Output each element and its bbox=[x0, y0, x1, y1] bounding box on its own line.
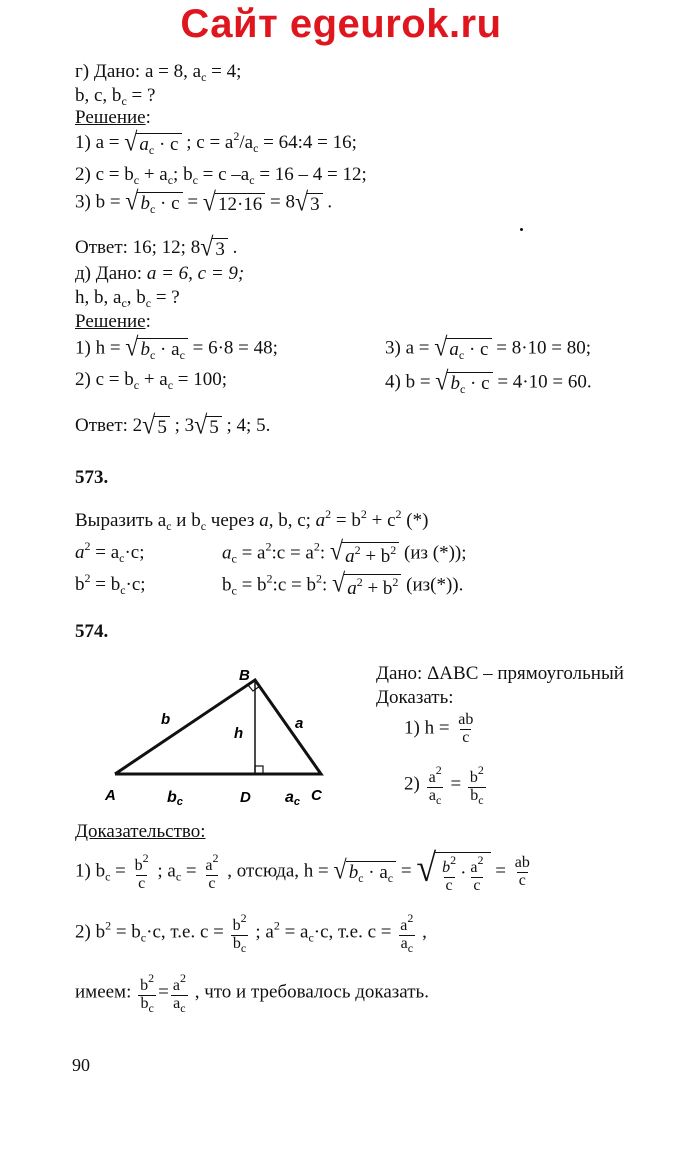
g-find: b, c, $b_c$ = ? bbox=[75, 85, 156, 108]
label-side-b: b bbox=[161, 711, 171, 728]
label-A: A bbox=[105, 787, 116, 804]
d-given: д) Дано: a = 6, c = 9; bbox=[75, 263, 245, 284]
stray-dot bbox=[520, 228, 523, 231]
d-step-3: 3) a = √ $a_c \cdot c$ = 8·10 = 80; bbox=[385, 333, 592, 363]
label-B: B bbox=[239, 667, 250, 684]
proof-heading: Доказательство: bbox=[75, 821, 206, 842]
g-solution-heading: Решение: bbox=[75, 107, 151, 128]
label-D: D bbox=[240, 789, 251, 806]
p573-line-2-left: $a^2 = a_c\cdot c$; bbox=[75, 539, 145, 565]
proof-line-2: 2) $b^2 = b_c\cdot c$, т.е. c = $\frac{b^2}{b_c}$ ; $a^2 = a_c\cdot c$, т.е. c = $\frac{a^2}{a_c}$ , bbox=[75, 911, 427, 955]
triangle-figure bbox=[95, 660, 355, 820]
p573-line-3-left: $b^2 = b_c\cdot c$; bbox=[75, 571, 146, 597]
proof-line-3: имеем: $\frac{b^2}{b_c}$ = $\frac{a^2}{a_c}$ , что и требовалось доказать. bbox=[75, 971, 429, 1015]
triangle-outline bbox=[115, 680, 321, 774]
d-solution-heading: Решение: bbox=[75, 311, 151, 332]
label-bc: bc bbox=[167, 789, 183, 808]
problem-573-number: 573. bbox=[75, 467, 109, 488]
site-title[interactable]: Сайт egeurok.ru bbox=[180, 2, 502, 46]
g-given: г) Дано: a = 8, $a_c = 4$; bbox=[75, 61, 242, 84]
p574-prove: Доказать: bbox=[376, 687, 454, 708]
p573-line-1: Выразить $a_c$ и $b_c$ через a, b, c; $a^2 = b^2 + c^2$ (*) bbox=[75, 507, 429, 533]
p574-goal-2: 2) $\frac{a^2}{a_c}$ = $\frac{b^2}{b_c}$ bbox=[404, 763, 484, 807]
label-h: h bbox=[234, 725, 244, 742]
g-step-2: 2) $c = b_c + a_c$; $b_c = c$ $-a_c = 16 - 4 = 12$; bbox=[75, 164, 367, 187]
label-side-a: a bbox=[295, 715, 304, 732]
g-step-1: 1) a = √ $a_c \cdot c$ ; $c = a^2/a_c$ = 64:4 = 16; bbox=[75, 128, 357, 157]
label-C: C bbox=[311, 787, 322, 804]
d-answer: Ответ: 2 √ 5 ; 3 √ 5 ; 4; 5. bbox=[75, 411, 271, 441]
g-answer: Ответ: 16; 12; 8 √ 3 . bbox=[75, 233, 238, 263]
p574-goal-1: 1) h = $\frac{ab}{c}$ bbox=[404, 711, 474, 746]
label-ac: ac bbox=[285, 789, 301, 808]
problem-574-number: 574. bbox=[75, 621, 109, 642]
p573-line-3-right: $b_c$ = $b^2:c = b^2$: √ $a^2 + b^2$ (из(*)). bbox=[222, 569, 464, 599]
d-step-1: 1) h = √ $b_c \cdot a_c$ = 6·8 = 48; bbox=[75, 333, 278, 363]
d-step-2: 2) $c = b_c + a_c = 100$; bbox=[75, 369, 228, 392]
p573-line-2-right: $a_c$ = $a^2:c = a^2$: √ $a^2 + b^2$ (из (*)); bbox=[222, 537, 467, 567]
proof-line-1: 1) $b_c$ = $\frac{b^2}{c}$ ; $a_c$ = $\frac{a^2}{c}$ , отсюда, h = √ $b_c \cdot a_c$ = √ $\frac{b^2}{c}$ · $\frac{a^2}{c}$ = $\frac{ab}{c}$ bbox=[75, 846, 530, 894]
d-find: h, b, $a_c$, $b_c$ = ? bbox=[75, 287, 180, 310]
g-step-3: 3) b = √ $b_c \cdot c$ = √ 12·16 = 8 √ 3 . bbox=[75, 187, 333, 217]
page-number: 90 bbox=[72, 1055, 90, 1075]
d-step-4: 4) b = √ $b_c \cdot c$ = 4·10 = 60. bbox=[385, 367, 592, 397]
p574-given: Дано: ΔABC – прямоугольный bbox=[376, 663, 624, 684]
